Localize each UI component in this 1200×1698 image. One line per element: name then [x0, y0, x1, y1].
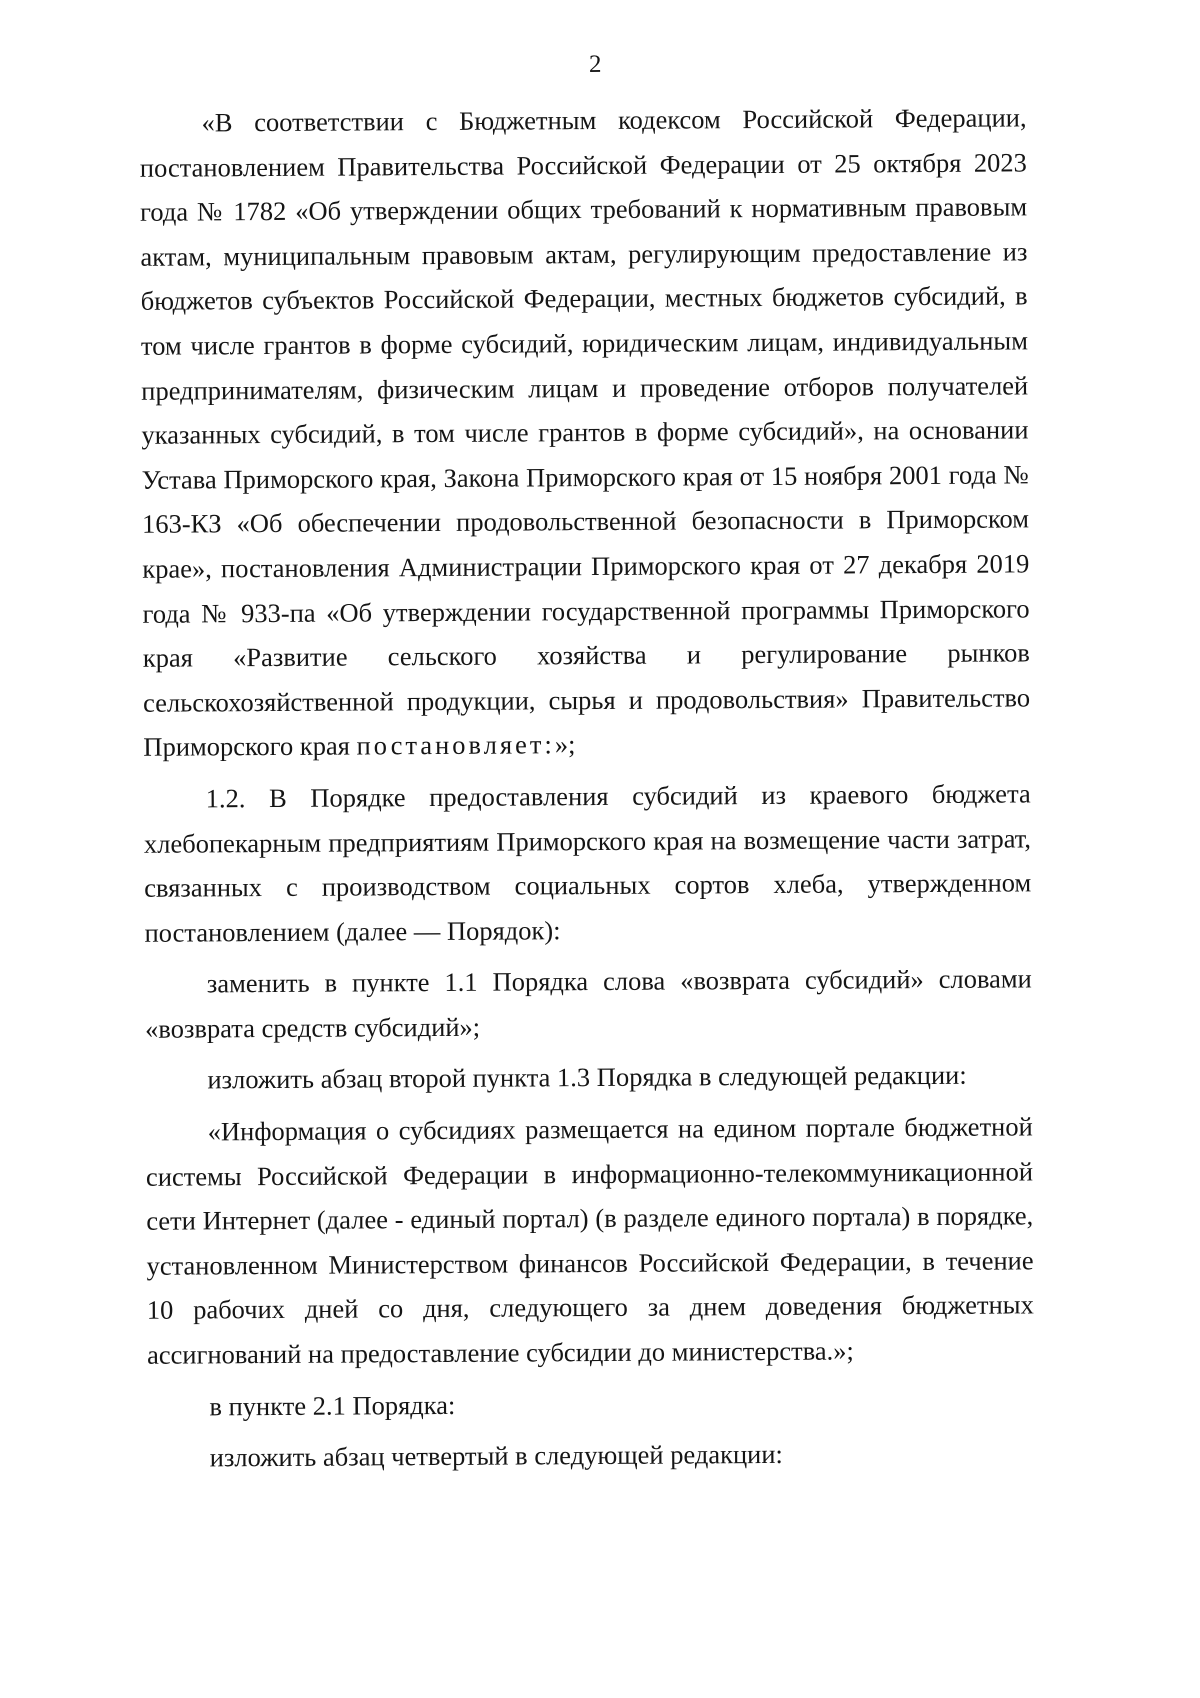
- paragraph-replace-words: заменить в пункте 1.1 Порядка слова «возврата субсидий» словами «возврата средств субсидий»;: [145, 963, 1032, 1044]
- resolution-word: постановляет:: [356, 729, 555, 761]
- paragraph-point-2-1: в пункте 2.1 Порядка:: [209, 1389, 456, 1422]
- document-body: [139, 95, 1034, 1480]
- paragraph-1-2: 1.2. В Порядке предоставления субсидий из краевого бюджета хлебопекарным предприятиям Приморского края на возмещение части затрат, связанных с производством социальных сортов хлеба, утвержденном постановлением (далее — Порядок):: [143, 778, 1032, 948]
- paragraph-restate-1-3: изложить абзац второй пункта 1.3 Порядка в следующей редакции:: [207, 1060, 967, 1095]
- preamble-paragraph: [139, 95, 1030, 769]
- page-number: 2: [588, 50, 602, 79]
- preamble-tail: »;: [554, 729, 576, 760]
- paragraph-information-quote: «Информация о субсидиях размещается на едином портале бюджетной системы Российской Федерации в информационно-телекоммуникационной сети Интернет (далее - единый портал) (в разделе единого портала) в порядке, установленном Министерством финансов Российской Федерации, в течение 10 рабочих дней со дня, следующего за днем доведения бюджетных ассигнований на предоставление субсидии до министерства.»;: [145, 1111, 1034, 1370]
- preamble-text: «В соответствии с Бюджетным кодексом Российской Федерации, постановлением Правительства Российской Федерации от 25 октября 2023 года № 1782 «Об утверждении общих требований к нормативным правовым актам, муниципальным правовым актам, регулирующим предоставление из бюджетов субъектов Российской Федерации, местных бюджетов субсидий, в том числе грантов в форме субсидий, юридическим лицам, индивидуальным предпринимателям, физическим лицам и проведение отборов получателей указанных субсидий, в том числе грантов в форме субсидий», на основании Устава Приморского края, Закона Приморского края от 15 ноября 2001 года № 163-КЗ «Об обеспечении продовольственной безопасности в Приморском крае», постановления Администрации Приморского края от 27 декабря 2019 года № 933-па «Об утверждении государственной программы Приморского края «Развитие сельского хозяйства и регулирование рынков сельскохозяйственной продукции, сырья и продовольствия» Правительство Приморского края: [139, 102, 1031, 763]
- paragraph-restate-fourth: изложить абзац четвертый в следующей редакции:: [209, 1439, 783, 1473]
